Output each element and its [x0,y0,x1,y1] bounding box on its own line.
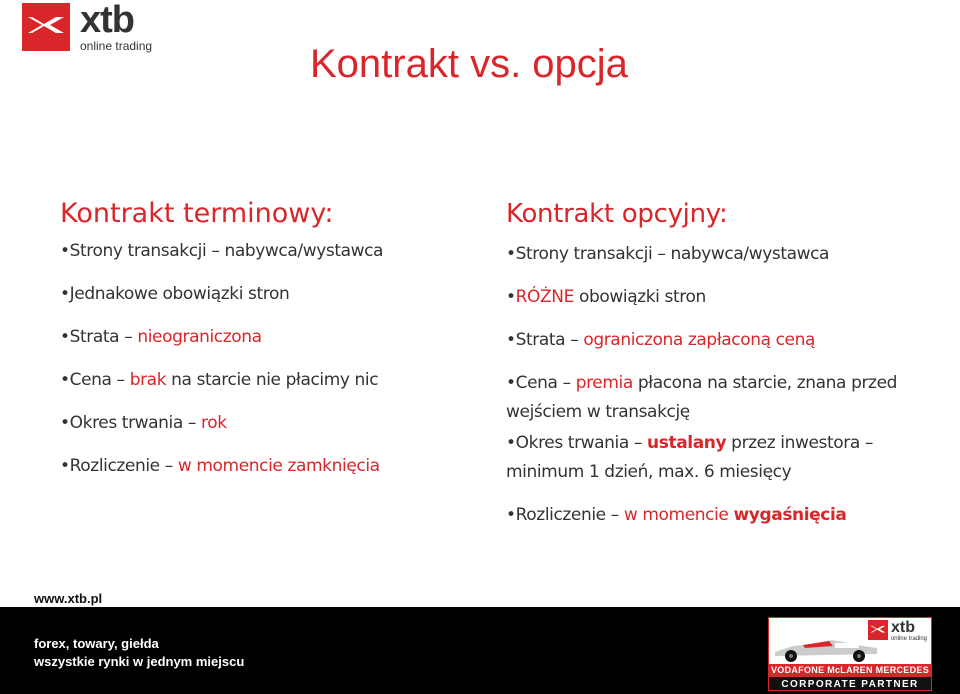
futures-column [60,196,470,498]
list-item: •Strony transakcji – nabywca/wystawca [60,241,384,261]
futures-heading: Kontrakt terminowy: [60,198,334,229]
logo-tagline: online trading [80,39,153,53]
list-item: •RÓŻNE obowiązki stron [506,287,706,307]
options-heading: Kontrakt opcyjny: [506,199,728,229]
race-car-icon [773,632,881,664]
list-item: •Okres trwania – ustalany przez inwestora – minimum 1 dzień, max. 6 miesięcy [506,433,873,482]
xtb-logo [22,0,153,55]
list-item: •Okres trwania – rok [60,413,227,433]
list-item: •Rozliczenie – w momencie zamknięcia [60,456,380,476]
list-item: •Strata – nieograniczona [60,327,262,347]
mclaren-partner-badge [768,617,932,691]
website-link[interactable]: www.xtb.pl [34,591,103,606]
list-item: •Jednakowe obowiązki stron [60,284,290,304]
xtb-logo-mark-icon [22,3,70,51]
badge-brand: xtb [890,619,915,636]
slide-title: Kontrakt vs. opcja [310,42,628,86]
list-item: •Cena – brak na starcie nie płacimy nic [60,370,379,390]
badge-team: VODAFONE McLAREN MERCEDES [770,665,929,675]
footer-tagline-1: forex, towary, giełda [34,636,159,651]
badge-xtb-mark-icon [868,620,888,640]
logo-name: xtb [80,0,134,41]
list-item: •Strata – ograniczona zapłaconą ceną [506,330,816,350]
options-column [506,196,936,530]
badge-brand-sub: online trading [890,636,927,642]
list-item: •Rozliczenie – w momencie wygaśnięcia [506,505,847,525]
footer-tagline-2: wszystkie rynki w jednym miejscu [34,654,245,669]
badge-partner: CORPORATE PARTNER [769,677,931,691]
footer-bar [0,607,960,694]
list-item: •Strony transakcji – nabywca/wystawca [506,244,830,264]
list-item: •Cena – premia płacona na starcie, znana przed wejściem w transakcję [506,373,898,422]
